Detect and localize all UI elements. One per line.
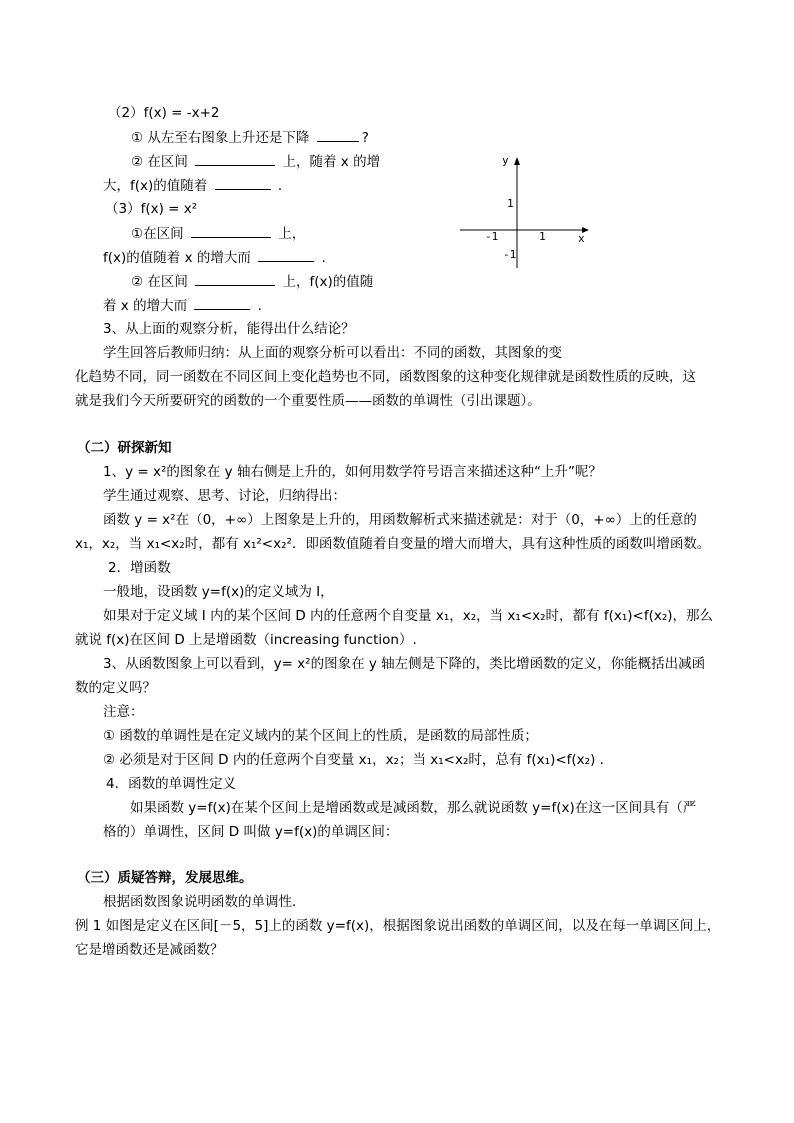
tick-x-1: 1 (539, 230, 546, 243)
blank-1[interactable] (317, 128, 359, 142)
increasing-def-2: 如果对于定义域 I 内的某个区间 D 内的任意两个自变量 x₁，x₂，当 x₁<x₂时，都有 f(x₁)<f(x₂)，那么 (103, 608, 714, 624)
part2-desc-1: 函数 y = x²在（0，+∞）上图象是上升的，用函数解析式来描述就是：对于（0，+∞）上的任意的 (103, 512, 697, 528)
example-1-line-2: 它是增函数还是减函数？ (75, 942, 224, 958)
increasing-function-title: 2．增函数 (108, 560, 171, 576)
tick-x-minus-1: -1 (485, 230, 499, 243)
item2-q2-prefix: ② 在区间 (131, 154, 188, 170)
part2-q3-line-1: 3、从函数图象上可以看到，y= x²的图象在 y 轴左侧是下降的，类比增函数的定义，你能概括出减函 (103, 656, 706, 672)
period-3: . (257, 298, 262, 314)
item3-q2-prefix: ② 在区间 (131, 274, 188, 290)
blank-3[interactable] (215, 176, 271, 190)
y-axis-arrow (514, 157, 520, 165)
item2-title: （2）f(x) = -x+2 (108, 105, 220, 121)
part2-desc-2: x₁，x₂，当 x₁<x₂时，都有 x₁²<x₂²．即函数值随着自变量的增大而增大，具有这种性质的函数叫增函数。 (75, 536, 711, 552)
section-3-heading: （三）质疑答辩，发展思维。 (77, 870, 253, 886)
conclusion-line-3: 就是我们今天所要研究的函数的一个重要性质——函数的单调性（引出课题）。 (75, 393, 541, 409)
period-1: . (277, 178, 283, 194)
monotonicity-def-1: 如果函数 y=f(x)在某个区间上是增函数或是减函数，那么就说函数 y=f(x)在这一区间具有（严 (130, 800, 697, 816)
item3-question-2 (131, 272, 373, 291)
item2-q1-suffix: ? (361, 130, 369, 146)
x-axis-label: x (578, 232, 585, 245)
y-axis-label: y (502, 154, 509, 167)
item3-question-2-cont (103, 296, 262, 315)
blank-4[interactable] (191, 224, 271, 238)
item3-q1-prefix: ①在区间 (131, 226, 184, 242)
item2-q2-mid: 上，随着 x 的增 (282, 154, 381, 170)
item2-q1-prefix: ① 从左至右图象上升还是下降 (131, 130, 310, 146)
note-2: ② 必须是对于区间 D 内的任意两个自变量 x₁，x₂；当 x₁<x₂时，总有 f(x₁)<f(x₂) ． (103, 752, 614, 768)
item2-question-2-cont (103, 176, 282, 195)
part2-q1: 1、y = x²的图象在 y 轴右侧是上升的，如何用数学符号语言来描述这种“上升”呢？ (103, 464, 602, 480)
item2-question-2 (131, 152, 380, 171)
item3-q2-mid: 上，f(x)的值随 (282, 274, 374, 290)
item3-title: （3）f(x) = x² (105, 201, 198, 217)
question-3: 3、从上面的观察分析，能得出什么结论？ (103, 321, 355, 337)
part3-intro: 根据函数图象说明函数的单调性． (103, 894, 306, 910)
period-2: . (321, 250, 326, 266)
item3-question-1-cont (103, 248, 326, 267)
item3-q2-cont: 着 x 的增大而 (103, 298, 188, 314)
item2-q2-cont: 大，f(x)的值随着 (103, 178, 208, 194)
section-2-heading: （二）研探新知 (77, 440, 172, 456)
blank-5[interactable] (258, 248, 314, 262)
item2-question-1 (131, 128, 369, 147)
tick-y-minus-1: -1 (503, 248, 517, 261)
coordinate-graph (455, 150, 595, 270)
part2-q1-answer: 学生通过观察、思考、讨论，归纳得出： (103, 488, 346, 504)
increasing-def-1: 一般地，设函数 y=f(x)的定义域为 I， (103, 584, 334, 600)
part2-q3-line-2: 数的定义吗？ (75, 680, 156, 696)
example-1-line-1: 例 1 如图是定义在区间[－5，5]上的函数 y=f(x)，根据图象说出函数的单调区间，以及在每一单调区间上， (75, 918, 721, 934)
tick-y-1: 1 (507, 197, 514, 210)
blank-7[interactable] (194, 296, 250, 310)
item3-question-1 (131, 224, 305, 243)
blank-2[interactable] (195, 152, 275, 166)
conclusion-line-1: 学生回答后教师归纳：从上面的观察分析可以看出：不同的函数，其图象的变 (103, 345, 562, 361)
monotonicity-def-title: 4．函数的单调性定义 (106, 776, 237, 792)
note-1: ① 函数的单调性是在定义域内的某个区间上的性质，是函数的局部性质； (103, 728, 538, 744)
item3-q1-cont: f(x)的值随着 x 的增大而 (103, 250, 251, 266)
item3-q1-mid: 上， (278, 226, 306, 242)
increasing-def-3: 就说 f(x)在区间 D 上是增函数（increasing function）. (75, 632, 417, 648)
monotonicity-def-2: 格的）单调性，区间 D 叫做 y=f(x)的单调区间： (103, 824, 399, 840)
conclusion-line-2: 化趋势不同，同一函数在不同区间上变化趋势也不同，函数图象的这种变化规律就是函数性质的反映，这 (75, 369, 696, 385)
blank-6[interactable] (195, 272, 275, 286)
note-title: 注意： (103, 704, 144, 720)
